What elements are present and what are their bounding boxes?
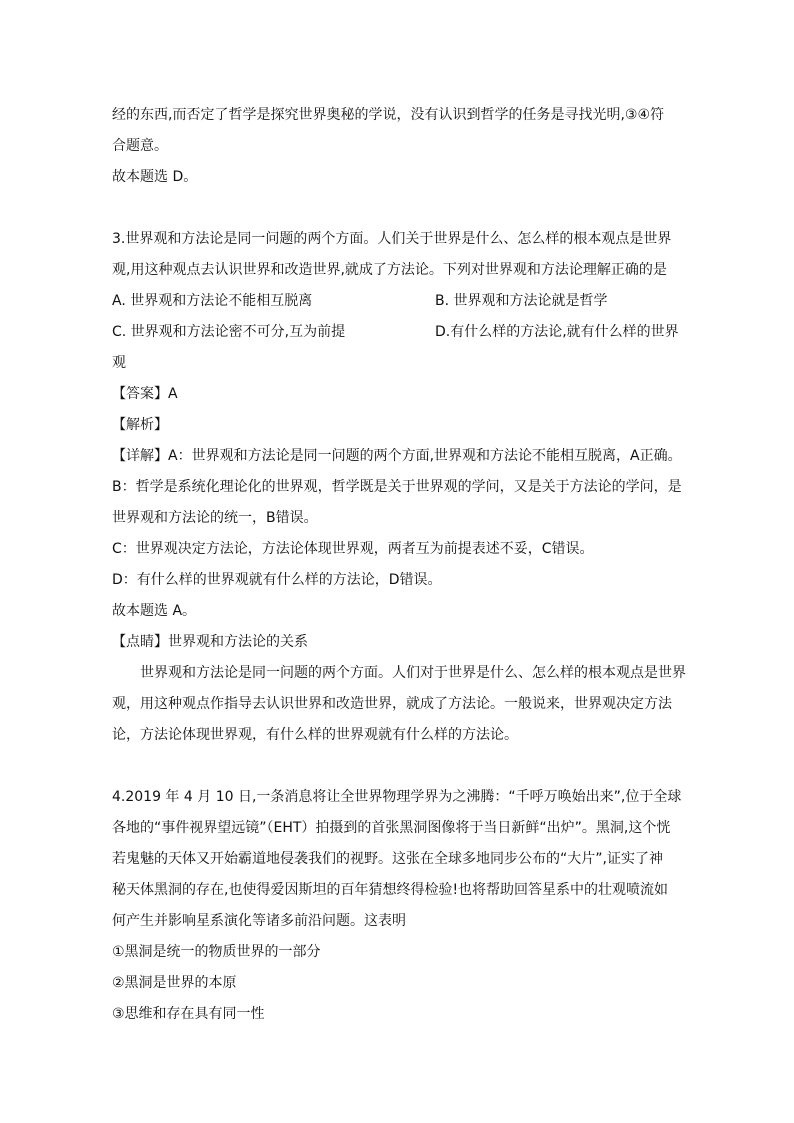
analysis-heading: 【解析】: [112, 417, 168, 433]
question-3: [112, 224, 690, 751]
question-stem-line: 何产生并影响星系演化等诸多前沿问题。这表明: [112, 913, 406, 929]
question-4: [112, 782, 690, 1030]
summary-line: 观，用这种观点作指导去认识世界和改造世界，就成了方法论。一般说来，世界观决定方法: [112, 696, 672, 712]
question-stem-line: 若鬼魅的天体又开始霸道地侵袭我们的视野。这张在全球多地同步公布的“大片”,证实了神: [112, 851, 663, 867]
previous-question-tail: [112, 100, 690, 193]
statement-item: ②黑洞是世界的本原: [112, 975, 237, 991]
summary-line: 世界观和方法论是同一问题的两个方面。人们对于世界是什么、怎么样的根本观点是世界: [140, 665, 686, 681]
detail-line: D：有什么样的世界观就有什么样的方法论，D错误。: [112, 572, 442, 588]
question-stem-line: 3.世界观和方法论是同一问题的两个方面。人们关于世界是什么、怎么样的根本观点是世界: [112, 231, 672, 247]
statement-item: ①黑洞是统一的物质世界的一部分: [112, 944, 321, 960]
detail-line: 世界观和方法论的统一，B错误。: [112, 510, 318, 526]
detail-line: 【详解】A：世界观和方法论是同一问题的两个方面,世界观和方法论不能相互脱离，A正确。: [112, 448, 682, 464]
question-stem-line: 各地的“事件视界望远镜”（EHT）拍摄到的首张黑洞图像将于当日新鲜“出炉”。黑洞,这个恍: [112, 820, 671, 836]
statement-item: ③思维和存在具有同一性: [112, 1006, 265, 1022]
question-stem-line: 观,用这种观点去认识世界和改造世界,就成了方法论。下列对世界观和方法论理解正确的是: [112, 262, 667, 278]
option-d: D.有什么样的方法论,就有什么样的世界: [435, 324, 679, 340]
spacer: [112, 751, 690, 782]
summary-line: 论，方法论体现世界观，有什么样的世界观就有什么样的方法论。: [112, 727, 518, 743]
spacer: [112, 193, 690, 224]
option-a: A. 世界观和方法论不能相互脱离: [112, 293, 313, 309]
answer: 【答案】A: [112, 386, 178, 402]
document-page: [112, 100, 690, 1030]
key-point-heading: 【点睛】世界观和方法论的关系: [112, 634, 308, 650]
option-d-continued: 观: [112, 355, 126, 371]
detail-line: B：哲学是系统化理论化的世界观，哲学既是关于世界观的学问，又是关于方法论的学问，是: [112, 479, 682, 495]
question-stem-line: 4.2019 年 4 月 10 日,一条消息将让全世界物理学界为之沸腾：“千呼万唤始出来”,位于全球: [112, 789, 682, 805]
conclusion: 故本题选 D。: [112, 169, 198, 185]
option-b: B. 世界观和方法论就是哲学: [435, 293, 608, 309]
conclusion: 故本题选 A。: [112, 603, 197, 619]
options-row: [112, 286, 690, 317]
paragraph-line: 合题意。: [112, 138, 168, 154]
option-c: C. 世界观和方法论密不可分,互为前提: [112, 324, 346, 340]
question-stem-line: 秘天体黑洞的存在,也使得爱因斯坦的百年猜想终得检验!也将帮助回答星系中的壮观喷流如: [112, 882, 669, 898]
options-row: [112, 317, 690, 348]
paragraph-line: 经的东西,而否定了哲学是探究世界奥秘的学说，没有认识到哲学的任务是寻找光明,③④符: [112, 107, 664, 123]
detail-line: C：世界观决定方法论，方法论体现世界观，两者互为前提表述不妥，C错误。: [112, 541, 594, 557]
